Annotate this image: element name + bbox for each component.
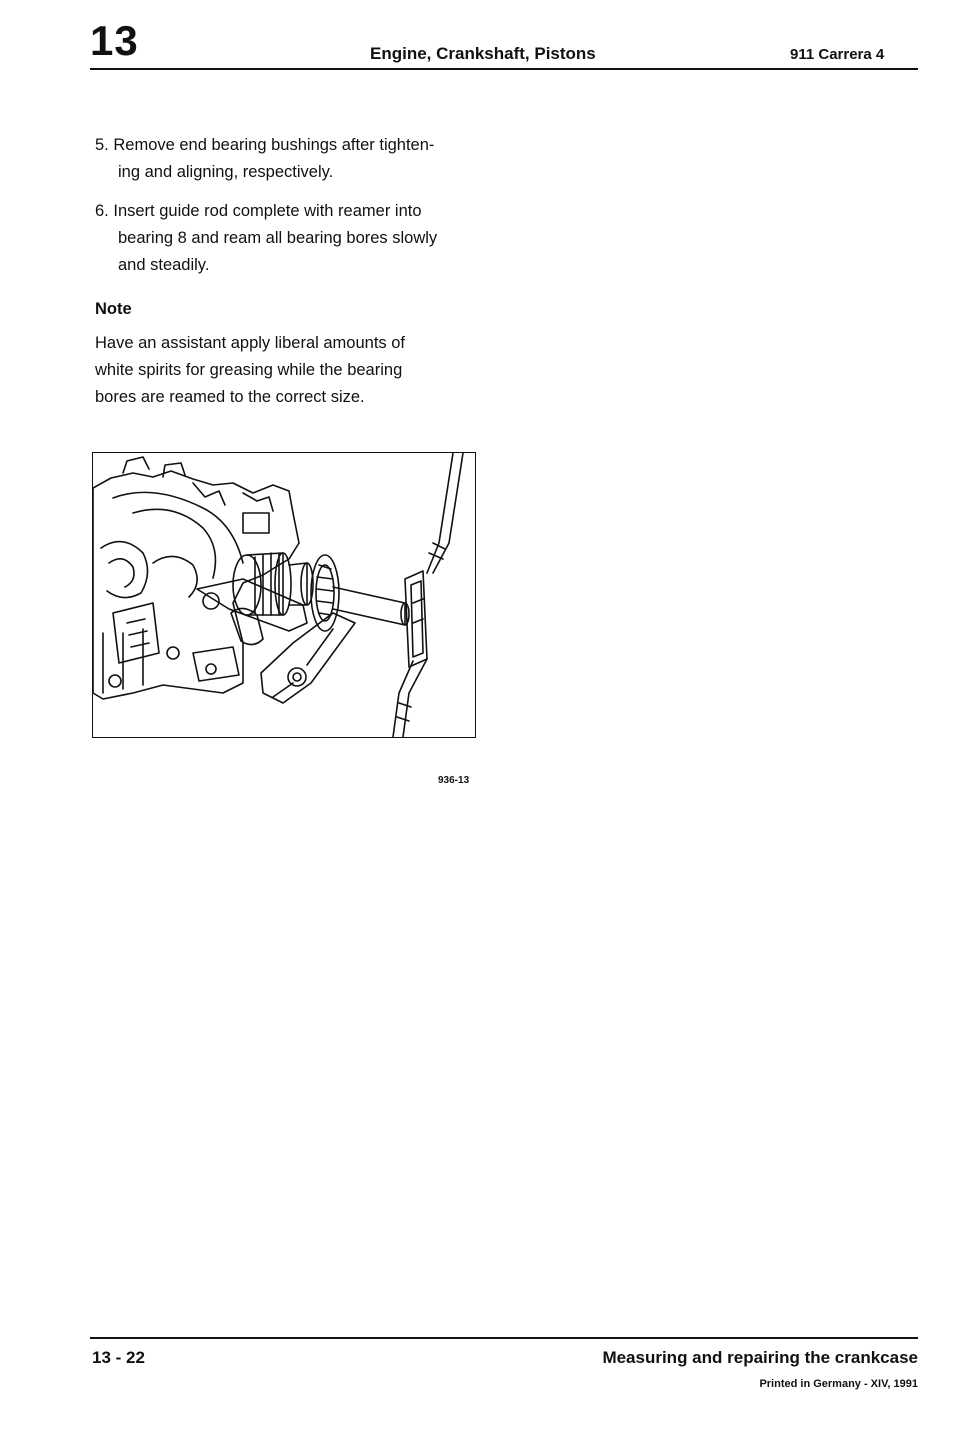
header-rule xyxy=(90,68,918,70)
step-6-text-1: Insert guide rod complete with reamer into xyxy=(113,202,422,220)
note-heading: Note xyxy=(95,300,132,318)
step-5-line-1 xyxy=(95,132,495,159)
note-line-3: bores are reamed to the correct size. xyxy=(95,388,365,406)
step-5 xyxy=(95,132,495,186)
step-6-number: 6. xyxy=(95,202,109,220)
step-6-line-1 xyxy=(95,198,495,225)
figure-code: 936-13 xyxy=(438,775,470,786)
step-5-line-2: ing and aligning, respectively. xyxy=(118,163,334,181)
note-body xyxy=(95,330,495,411)
note-line-2: white spirits for greasing while the bearing xyxy=(95,361,403,379)
step-5-text-1: Remove end bearing bushings after tighten- xyxy=(113,136,435,154)
section-title: Engine, Crankshaft, Pistons xyxy=(370,44,596,63)
imprint: Printed in Germany - XIV, 1991 xyxy=(759,1378,918,1390)
step-6 xyxy=(95,198,495,279)
chapter-number: 13 xyxy=(90,17,139,64)
step-6-line-2: bearing 8 and ream all bearing bores slowly xyxy=(118,229,438,247)
model-name: 911 Carrera 4 xyxy=(790,46,885,63)
footer-title: Measuring and repairing the crankcase xyxy=(602,1348,918,1367)
footer-rule xyxy=(90,1337,918,1339)
reamer-illustration xyxy=(92,452,476,738)
step-6-line-3: and steadily. xyxy=(118,256,210,274)
note-line-1: Have an assistant apply liberal amounts of xyxy=(95,334,406,352)
page-number: 13 - 22 xyxy=(92,1348,145,1367)
step-5-number: 5. xyxy=(95,136,109,154)
